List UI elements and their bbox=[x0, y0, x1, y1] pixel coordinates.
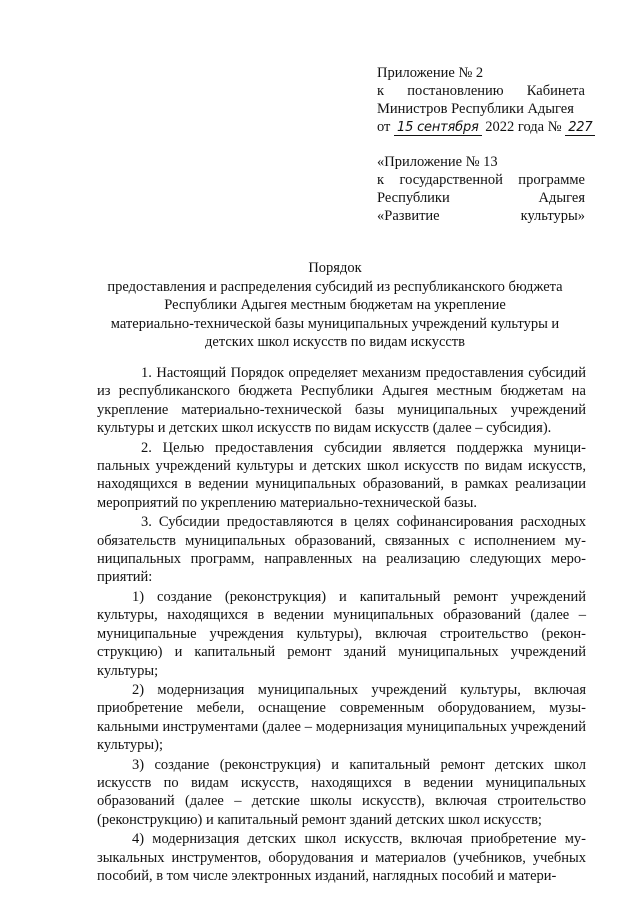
program-reference: к государственной программе bbox=[377, 172, 585, 188]
cabinet-name: Министров Республики Адыгея bbox=[377, 101, 574, 117]
title-line-4: материально-технической базы муниципальных учреждений культуры и bbox=[110, 315, 560, 332]
title-line-2: предоставления и распределения субсидий из республиканского бюджета bbox=[107, 278, 563, 295]
program-name: «Развитие культуры» bbox=[377, 208, 585, 224]
resolution-reference: к постановлению Кабинета bbox=[377, 83, 585, 99]
program-appendix-number: «Приложение № 13 bbox=[377, 154, 498, 170]
paragraph-3: 3. Субсидии предоставляются в целях софинансирования расходных обязательств муниципальных образований, связанных с исполнением муниципальных программ, направленных на реализацию следующих мероприятий: bbox=[97, 514, 586, 586]
appendix-number: Приложение № 2 bbox=[377, 65, 484, 81]
document-title bbox=[80, 259, 590, 352]
paragraph-2: 2. Целью предоставления субсидии является поддержка муниципальных учреждений культуры и детских школ искусств по видам искусств, находящихся в ведении муниципальных образований, в рамках реализации мероприятий по укреплению материально-технической базы. bbox=[97, 439, 586, 511]
paragraph-1: 1. Настоящий Порядок определяет механизм предоставления субсидий из республиканского бюджета Республики Адыгея местным бюджетам на укрепление материально-технической базы муниципальных учреждений культуры и детских школ искусств по видам искусств (далее – субсидия). bbox=[97, 365, 586, 437]
program-republic: Республики Адыгея bbox=[377, 190, 585, 206]
subitem-4: 4) модернизация детских школ искусств, включая приобретение музыкальных инструментов, оборудования и материалов (учебников, учебных пособий, в том числе электронных изданий, наглядных пособий и матери- bbox=[97, 831, 586, 884]
subitem-3: 3) создание (реконструкция) и капитальный ремонт детских школ искусств по видам искусств, находящихся в ведении муниципальных образований (далее – детские школы искусств), включая строительство (реконструкцию) и капитальный ремонт зданий детских школ искусств; bbox=[97, 756, 586, 828]
resolution-date: 15 сентября bbox=[394, 120, 482, 136]
title-line-1: Порядок bbox=[308, 260, 362, 276]
document-body bbox=[97, 364, 586, 886]
date-prefix: от bbox=[377, 119, 391, 135]
subitem-1: 1) создание (реконструкция) и капитальный ремонт учреждений культуры, находящихся в ведении муниципальных образований (далее – муниципальные учреждения культуры), включая строительство (реконструкцию) и капитальный ремонт зданий муниципальных учреждений культуры; bbox=[97, 588, 586, 679]
resolution-date-line bbox=[377, 118, 593, 137]
appendix-header bbox=[377, 64, 593, 225]
resolution-number: 227 bbox=[565, 120, 595, 136]
title-line-3: Республики Адыгея местным бюджетам на укрепление bbox=[164, 297, 506, 313]
resolution-year: 2022 года № bbox=[485, 119, 562, 135]
title-line-5: детских школ искусств по видам искусств bbox=[205, 334, 465, 350]
subitem-2: 2) модернизация муниципальных учреждений культуры, включая приобретение мебели, оснащение современным оборудованием, музыкальными инструментами (далее – модернизация муниципальных учреждений культуры); bbox=[97, 681, 586, 754]
